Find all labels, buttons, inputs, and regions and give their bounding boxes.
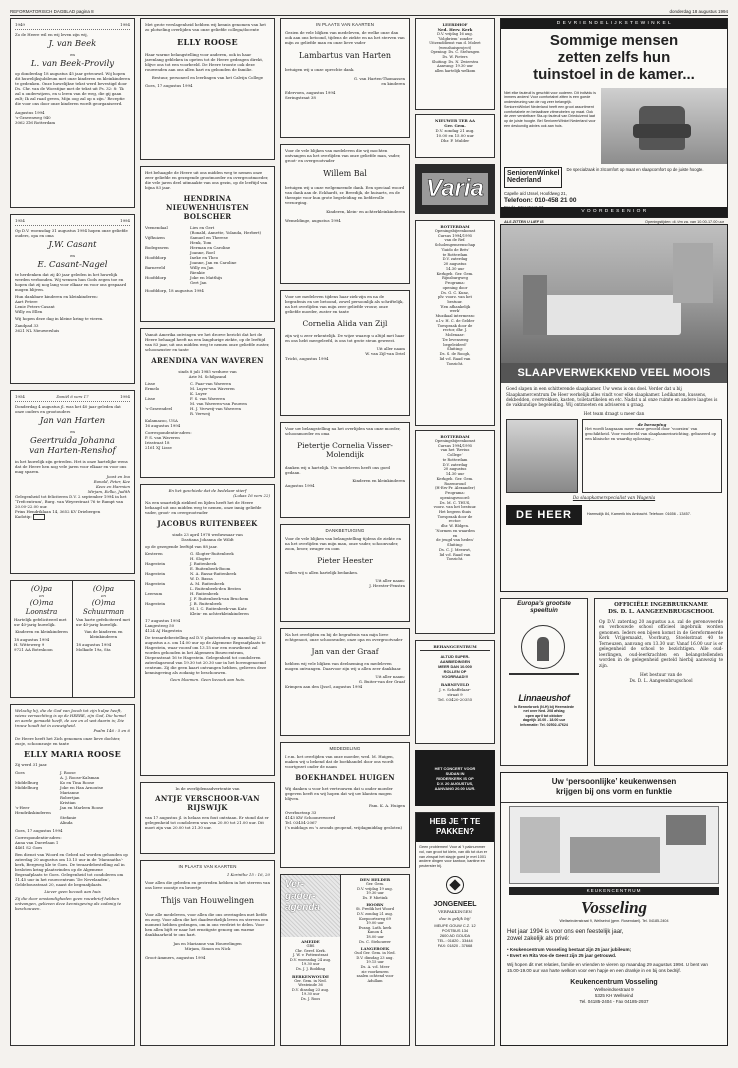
ad-van-zijl: Voor uw medeleven tijdens haar ziek-zijn en na de begrafenis en uw betoond, zowel persoonlijk als schriftelijk, na het overlijden van mijn zeer geliefde vrouw, onze geliefde moeder, zuster en tante Cornelia Alida van Zijl zijn wij u zeer erkentelijk. De wijze waarop u altijd met haar en ons hebt meegeleefd, is ons tot grote steun geweest. Uit aller naam W. van Zijl-van Driel Tricht, augustus 1994 [280,290,410,416]
column-5 [500,18,728,1048]
family-row: (Ronald, Annette, Yolanda, Herbert) [190,230,262,236]
family-row: L. Ruitenbeek-den Besten [190,586,241,592]
ad-lambartus-van-harten: IN PLAATS VAN KAARTEN Gezien de vele blijken van medeleven, de welke onze dan ook aan ons betoond, tijdens de ziekte en na het sterven van mijn zo geliefde man en onze lieve vader Lambartus van Harten betuigen wij u onze oprechte dank. G. van Harten-Thomassen en kinderen Edervoen, augustus 1994 Seringstraat 38 [280,18,410,138]
family-row: ’s-Heer Hendrikskinderen Jan en Marleen Roose [15,805,104,816]
family-row: Middelburg Joke en Han Arnoutse [15,785,104,791]
family-list [145,225,270,285]
kerk-rotterdam-revius: ROTTERDAM Openingsbijeenkomst Cursus 1994/1995 van het ‘Revius College’ te Rotterdam D.V. zaterdag 20 augustus 14.30 uur Kerkgeb. Ger. Gem. Rozenwoud (H-Ers-Pr. Alexander) Programa: openingswoord: Ds. M. C. THUS, voorz. van het bestuur. Het begeen thuis Toespraak door de rector: dhr. W. Bldgen. ‘Normen en waarden en de jeugd van heden’ Sluiting: Ds. C. J. Meeuwt, lid v.d. Raad van Toezicht. [415,430,495,634]
ad-behangcentrum: BEHANGCENTRUM ALTIJD SUPER- AANBIEDINGEN MEER DAN 10.000 ROLLEN OP VOORRAAD!!! BARNEVELD J. v. Schaffelaar- straat 9 Tel. 03420-20355 [415,640,495,744]
bedroom-photo [501,225,727,363]
ad-concert-sudan: HET CONCERT VOOR SUDAN IN RIDDERKERK IS OP D.V. 20 AUGUSTUS, AANVANG 20.00 UUR. [415,750,495,806]
chair-photo [601,88,727,164]
family-row: Leersum H. Ruitenbeek [145,591,219,597]
family-row: Hagestein N. A. Bassa-Ruitenbeek [145,571,237,577]
column-4 [415,18,495,1048]
ad-ruitenbeek: En het geschiede dat de bedelaar stierf (Lukas 16 vers 22) Na een smartelijk ziekbed en lijden heeft het de Heere behaagd uit ons midden weg te nemen, onze innig geliefde vader, groot- en overgrootvader JACOBUS RUITENBEEK sinds 23 april 1978 weduwnaar van Dastiana Johanna de Wildt op de gezegende leeftijd van 88 jaar. Kesteren G. Slogter-Ruitenbeek H. Slogter Hagestein J. Ruitenbeek E. Ruitenbeek-Boom Hagestein N. A. Bassa-Ruitenbeek W. D. Bassa Hagestein A. M. Ruitenbeek L. Ruitenbeek-den Besten Leersum H. Ruitenbeek J. F. Ruitenbeek-van Bruchem Hagestein J. B. Ruitenbeek M. I. C. Ruitenbeek-van Katz Klein- en achterkleinkinderen 17 augustus 1994 Langesteeg 50 4124 AJ Hagestein De teraardebestelling zal D.V. plaatsvinden op maandag 22 augustus a.s. om 14.00 uur op de Algemene Begraafplaats te Hagestein, waar vooraf om 13.15 uur een rouwdienst zal worden gehouden in het Algemeen Bouwcentrum, Diepenstraat 16 te Hagestein. Gelegenheid tot condoleren zaterdagavond van 19.30 tot 20.30 uur in het bovengenoemd centrum. Zij die geen kaart ontvangen hebben, gelieven deze kennisgeving als zodanig te beschouwen. Geen bloemen. Geen bezoek aan huis. [140,484,275,776]
family-row: Hoofddorp Joke en Matthijs [145,275,223,281]
family-row: R. Verweij [190,411,211,417]
ad-verschoor-correction: In de overlijdensadvertentie van ANTJE VERSCHOOR-VAN RIJSWIJK van 17 augustus jl. is helaas een fout ontstaan. Er stond dat er gelegenheid tot condoleren was van 20.00 tot 21.00 uur. Dit moet zijn van 20.00 tot 21.30 uur. [140,782,275,854]
ad-loonstra: (O)pa en (O)ma Loonstra Hartelijk gefeliciteerd met uw 40-jarig huwelijk. Kinderen en kleinkinderen 18 augustus 1994 H. Wittewerg 9 9721 AA Boteskoon [11,581,73,697]
kerk-rotterdam-guido: ROTTERDAM Openingsbijeenkomst Cursus 1994/1995 van de Ref. Scholengemeenschap ‘Guido de Brès’ te Rotterdam D.V. zaterdag 20 augustus 14.30 uur Kerkgeb. Ger. Gem. Rijnsburgweg Programa: opening door Ds. G. C. Kunz, plv. voorz. van het bestuur. ‘Een afhankelijk werk’ Muzikaal intermezzo o.l.v. H. C. de Gelder Toespraak door de rector, dhr. J. Molenaar: ‘De levensweg begeleiderd’ Sluiting: Ds. S. de Roogh, lid v.d. Raad van Toezicht. [415,220,495,426]
playground-illustration [503,617,585,691]
family-row: H. Slogter [190,556,211,562]
family-row: W. D. Bassa [190,576,213,582]
ad-elly-roose-family: Welzalig hij, die de God van Jacob tot zijn hulpe heeft, wiens verwachting is op de HEERE, zijn God, Die hemel en aarde gemaakt heeft, de zee en al wat daarin is; Die trouw houdt tot in eeuwigheid. Psalm 146 : 5 en 6 De Heere heeft het Zich genomen onze lieve dochter, zusje, schoonzusje en tante ELLY MARIA ROOSE Zij werd 31 jaar. Goes J. Roose A. J. Roose-Kalsman Middelburg Ko en Tina Roose Middelburg Joke en Han Arnoutse Marianne Robertjan Kristian ’s-Heer Hendrikskinderen Jan en Marleen Roose Stefanie Alinda Goes, 17 augustus 1994 Correspondentie-adres: Anna van Duerrlaan 1 4461 S2 Goes Ben dienst van Woord en Gebed zal worden gehouden op zaterdag 20 augustus om 13.15 uur in de ‘Maranatha’-kerk, Bergweg kle te Goes. De teraardebestelling zal in besloten kring plaatsvinden op de Algemene Begraafplaats te Goes. Gelegenheid tot condoleren om 11.45 uur in het rouwcentrum ‘De Nevelanden’, Geldebousstraat 20, naast de begraafplaats. Liever geen bezoek aan huis Zij die door omstandigheden geen rouwbrief hebben ontvangen, gelieven deze kennisgeving als zodanig te beschouwen. [10,704,135,1046]
family-row: Kesteren G. Slogter-Ruitenbeek [145,551,234,557]
column-3 [280,18,410,1048]
family-list [15,770,130,825]
family-row: Ermelo M. Luyer-van Waveren [145,386,235,392]
ad-aangeenbrugschool: OFFICIËLE INGEBRUIKNAME DS. D. L. AANGEENBRUGSCHOOL Op D.V. zaterdag 20 augustus a.s. zal de gerenoveerde en verbouwde school officieel ingebruik worden genomen. Ieders een bijeen komst in de Gereformeerde Kerk Vrijgemaakt, Voorburg, Stoelsstraat 40 te Terneuzen, aanvang om 13.30 uur. Vanaf 16.00 uur is er gelegenheid de school te bezichtigen. Alle oud-leerlingen, oud-leerkrachten en belangstellenden worden in de gelegenheid gesteld hierbij aanwezig te zijn. Het bestuur van de Ds. D. L. Aangeenbrugschool [594,598,728,766]
ad-keukencentrum-vosseling: Uw ‘persoonlijke’ keukenwensen krijgen bij ons vorm en funktie KEUKENCENTRUM Vosseling Wellseindenstraat 9, Wellseind (gem. Rosendael). Tel. 04185-2404 Het jaar 1994 is voor ons een feestelijk jaar, zowel zakelijk als privé: • Keukencentrum Vosseling bestaat zijn 25 jaar jubileum; • Evert en Rita Vos-de Geest zijn 25 jaar getrouwd. Wij hopen dit met relaties, familie en vrienden te vieren op maandag 29 augustus 1994. U bent van 15.00-19.00 uur van harte welkom voor een hapje en een drankje in en bij ons bedrijf. Keukencentrum Vosseling Wellseindsestraat 9 5325 KH Wellseind Tel. 04185-2404 - Fax 04185-2937 [500,772,728,1046]
ad-nieuwenhuis: Het behaagde de Heere uit ons midden weg te nemen onze zeer geliefde en gezegende grootmoeder en overgrootmoeder, die vele jaren deel uitmaakte van ons gezin, op de leeftijd van bijna 83 jaar. HENDRINA NIEUWENHUISTEN BOLSCHER Veenendaal Lies en Gert (Ronald, Annette, Yolanda, Herbert) Vijfhuizen Samuel en Therese Henk, Tom Bodegraven Herman en Caroline Joanne, Roel Hoofddorp Ineke en Theo Joanne, Jan en Caroline Barneveld Willy en Jan Rienkie Hoofddorp Joke en Matthijs Gert Jan Hoofddorp, 18 augustus 1994 [140,166,275,322]
family-row: Vijfhuizen Samuel en Therese [145,235,228,241]
kitchen-illustration [509,806,719,884]
family-row: M. van Waveren-van Pouwen [190,401,247,407]
varia-header [415,164,495,214]
family-row: E. Ruitenbeek-Boom [190,566,231,572]
ad-linnaeushof: Europa’s grootste speeltuin Linnaeushof In Bennebroek (N-H) bij Heemstede net over Ned. 208 afslag open april tot oktober dagelijk 10.00 - 18.00 uur Informatie: Tel. 02502-47624 [500,598,588,766]
header-left: REFORMATORISCH DAGBLAD pagina 8 [10,9,94,14]
family-row: Rienkie [190,270,205,276]
family-row: Bodegraven Herman en Caroline [145,245,231,251]
ad-van-houwelingen: IN PLAATS VAN KAARTEN 1 Korinthe 15 : 16, 20 Voor allen die gebeden en gestreden hebben in het sterven van ons lieve zoontje en broertje Thijs van Houwelingen Voor alle medeleven, voor allen die ons overingden met liefde en zorg. Voor allen die het daadwerkelijk leven en sterven een moment hebben gedragen, om in ons verdriet te delen. Voor hen allen bijft er naar het ernstigste genoeg om warme dankbaarheid te ons hart. Jan en Marianne van Houwelingen Mirjam, Simon en Nick Groot-Ammers, augustus 1994 [140,860,275,1046]
ad-jongeneel: HEB JE ’T TE PAKKEN? Geen problemen! Voor al ’t paknummer vol, van groot tot klein, van dik tot dun er van zinspat het stapje goed je met 1001 andere dingen voor kantoor, kantine en peuterster bij. JONGENEEL VERPAKKINGEN doe is gelijk bij! MEUPE GOUW C.Z. 12 POSTBUS 134 2600 AD GOUDA TEL.: 01820 - 33444 FAX: 01820 - 37668 [415,812,495,1046]
family-row: A. J. Roose-Kalsman [60,775,100,781]
family-row: M. I. C. Ruitenbeek-van Katz [190,606,247,612]
ad-schuurman: (O)pa en (O)ma Schuurman Van harte gefeliciteerd met uw 40-jarig huwelijk. Van de kinderen en kleinkinderen 18 augustus 1994 Molkade 19a, Sta [76,584,131,652]
ad-pieter-heester: DANKBETUIGING Voor de vele blijken van belangstelling tijdens de ziekte en na het overlijden van mijn man, onze vader, schoonvader, zoon, broer, zwager en oom Pieter Heester willen wij u allen hartelijk bedanken. Uit aller naam: J. Heester-Fenstra [280,524,410,622]
family-row: ’s-Gravendeel H. J. Verweij-van Waveren [145,406,242,412]
family-row: Robertjan [60,795,80,801]
kerk-nieuwer-ter-aa: NIEUWER TER AA Ger. Gem. D.V. zondag 21 aug. 10.00 en 15.00 uur Dhr. P. Mulder [415,114,495,158]
ad-van-waveren: Vanuit Amerika ontvingen we het droeve bericht dat het de Heere behaagd heeft na een langdurige ziekte, op de leeftijd van 83 jaar, uit ons midden weg te nemen onze geliefde zuster, schoonzuster en tante ARENDINA VAN WAVEREN sinds 8 juli 1985 weduwe van Arie M. Schilpzand Lisse C. Paar-van Waveren Ermelo M. Luyer-van Waveren K. Luyer Lisse F. S. van Waveren M. van Waveren-van Pouwen ’s-Gravendeel H. J. Verweij-van Waveren R. Verweij Kalamazoo, USA 16 augustus 1994 Correspondentie-adres: P. S. van Waveren Irisstraat 18 2161 XJ Lisse [140,328,275,478]
vosseling-logo: Vosseling [580,897,648,917]
linnaeushof-logo: Linnaeushof [518,692,570,703]
family-row: Henk, Tom [190,240,212,246]
family-row: K. Luyer [190,391,207,397]
seniorenwinkel-logo: SeniorenWinkel Nederland [504,167,562,188]
ad-van-harten: 1954 Daniël 6 vers 17 1994 Donderdag 4 augustus jl. was het 40 jaar geleden dat onze ouders en grootouders Jan van Harten en Geertruida Johanna van Harten-Renshof in het huwelijk zijn getreden. Het is onze hartelijke wens dat de Heere hen nog vele jaren voor elkaar en voor ons mag sparen. Joost en Ina Ronald, Peter, Kee Kees en Harmien Mirjam, Eelko, Judith Gelegenheid tot feliciteren D.V. 2 september 1994 in het ‘Trefcentrum’, Burg. van Weyerstraat 76 te Rumpt van 20.00-22.00 uur. Prins Hendriklaan 14, 3652 KV Driebergen Kadotip: [10,390,135,574]
ad-willem-bal: Voor de vele blijken van medeleven die wij mochten ontvangen na het overlijden van onze geliefde man, vader, groot- en overgrootvader Willem Bal betuigen wij u onze welgemeende dank. Een speciaal woord van dank aan dr. Eckhardt, zr. Breedijk, de huisarts, en de therapie voor hun grote begeleiding en liefdevolle verzorging. Kinderen, klein- en achterkleinkinderen Wemeldinge, augustus 1994 [280,144,410,284]
varia-logo: Varia [422,173,488,204]
kadotip: Kadotip: [15,514,130,520]
page-header [10,6,728,16]
ad-casant: 1954 1994 Op D.V. woensdag 31 augustus 1994 hopen onze geliefde ouders, opa en oma J.W. Casant en E. Casant-Nagel te herdenken dat zij 40 jaar geleden in het huwelijk werden verbonden. Wij wensen hun Gods zegen toe en hopen dat zij nog lang voor elkaar en voor ons gespaard mogen blijven. Hun dankbare kinderen en kleinkinderen: Aart Petere Lenie Peters-Casant Willy en Ellen Wij hopen deze dag in kleine kring te vieren. Zandpad 33 3621 NL Nieuwersluis [10,214,135,384]
family-row: Hoofddorp Ineke en Theo [145,255,219,261]
ad-boekhandel-huigen: MEDEDELING I.v.m. het overlijden van onze moeder, wed. M. Huigen, maken wij u bekend dat de boekhandel door ons wordt voortgezet onder de naam BOEKHANDEL HUIGEN Wij danken u voor het vertrouwen dat u onder moeder gegeven heeft en wij hopen dat wij uw klanten mogen blijven. Fam. K. A. Huigen Overbuetrap 33 4143 KW Schoonrewoerd Tel. 03454-2067 (’s middags en ’s avonds geopend, vrijdagmiddag gesloten) [280,742,410,868]
ad-van-beek: 1949 1994 Zo de Heere wil en wij leven zijn wij, J. van Beek en L. van Beek-Provily op donderdag 18 augustus 45 jaar getrouwd. Wij hopen dit huwelijksjubileum met onze kinderen en kleinkinderen te gedenken. Onze huwelijkse tekst werd bevestigd door Ds. Chr. van de Woestijne met de tekst uit Ps. 32: 8: ‘Ik zal u onderwijzen, en u leren van de weg, die gij gaan zult; Ik zal raad geven, Mijn oog zal op u zijn.’ Receptie die voor ons door onze kinderen wordt georganiseerd. Augustus 1994 ’s-Gravenweg 940 3062 ZM Rotterdam [10,18,135,208]
family-row: Hagestein J. Ruitenbeek [145,561,217,567]
family-list [145,551,270,616]
family-list [145,381,270,416]
family-row: Goes J. Roose [15,770,76,776]
ad-van-der-graaf: Na het overlijden en bij de begrafenis van mijn lieve echtgenoot, onze schoonvader, onze opa en overgrootvader Jan van der Graaf hebben wij vele blijken van deelneming en medeleven mogen ontvangen. Daarvoor zijn wij u allen zeer dankbaar. Uit aller naam: G. Buiter-van der Graaf Krimpen aan den IJssel, augustus 1994 [280,628,410,736]
family-row: Gert Jan [190,280,207,286]
family-row: Veenendaal Lies en Gert [145,225,215,231]
ad-opa-oma-pair [10,580,135,698]
family-row: Kristian [60,800,76,806]
gift-card-icon [33,514,45,520]
family-row: Joanne, Roel [190,250,215,256]
kerk-leerdhof: LEERDHOF Ned. Herv. Kerk D.V. vrijdag 16 aug. ‘Volgbriem’ zonder Uitzenddienst van d. Moleet (wenshuisproject) Opening: Ds. C. Stelwagen Ds. W. Pieters Sluiting: Ds. N. Zwierstra Aanvang: 19.30 uur allen hartelijk welkom [415,18,495,110]
ad-visser-molendijk: Voor uw belangstelling na het overlijden van onze moeder, schoonmoeder en oma Pietertje Cornelia Visser-Molendijk danken wij u hartelijk. Uw medeleven heeft ons goed gedaan. Kinderen en kleinkinderen Augustus 1994 [280,422,410,518]
family-row: Middelburg Ko en Tina Roose [15,780,95,786]
de-heer-logo: DE HEER [506,505,582,525]
family-row: Hagestein J. B. Ruitenbeek [145,601,222,607]
family-row: Alinda [60,820,73,826]
jongeneel-logo-icon [440,874,470,898]
family-row: Barneveld Willy en Jan [145,265,214,271]
family-row: Joanne, Jan en Caroline [190,260,237,266]
ad-seniorenwinkel: D E V R I E N D E L I J K S T E W I N K E L Sommige mensen zetten zelfs hun tuinstoel in de kamer... Niet elke fauteuil is geschikt voor ouderen. Dit individu is immers anders! Voor comfortabel zitten is een goede ondersteuning van de rug zeer belangrijk. SeniorenWinkel Nederland heeft een groot assortiment comfortabele en betaalbare zitmeubelen op maat. Ook de zeer verstelbare Sta-op fauteuil van Drieduizend laat op de juiste hoogte. Bel SeniorenWinkel Nederland voor een deskundig advies ook aan huis. SeniorenWinkel Nederland De specialzaak in zitcomfort op maat en slaapcomfort op de juiste hoogte. Capelle a/d IJssel, Hoofdweg 21, Telefoon: 010-458 21 00 ALS ZITTEN U LIEF IS Openingstijden: di. t/m za. van 10.00-17.00 uur V O O R D E S E N I O R [500,18,728,218]
agenda-title-block: Ver- gader- agenda [281,875,340,937]
showroom-photo [506,419,578,493]
header-right: donderdag 18 augustus 1994 [669,9,728,14]
family-row: J. F. Ruitenbeek-van Bruchem [190,596,249,602]
vergader-agenda: Ver- gader- agenda AMEIDE GBS Chr. Geref. Kerk. J. W. v. Pottenstraat D.V. woensdag 24 aug. 19.30 uur Ds. J. J. Bodding BERKENWOUDE Ger. Gem. in Ned. Westeinde 36 D.V. dinsdag 23 aug. 19.30 uur Ds. J. Roos DEN HELDER Ger. Gem. D.V. vrijdag 19 aug. 19.30 uur Ds. P. Mietink HOORN St. Predik het Woord D.V. zondag 21 aug. Koepoortsweg 69 19.00 uur Evang. Luth. kerk Kanon 4 18.00 uur Ds. C. Stehouwer LANGEROEK Oud Ger. Gem. in Ned. D.V. dinsdag 23 aug. 19.15 uur Ds. A. v.d. Meer zie voorkeuren zaalen ochtend voor Adullam [280,874,410,1046]
column-2 [140,18,275,1048]
family-row: Klein- en achterkleinkinderen [190,611,249,617]
ad-slaapkamer-de-heer: SLAAPVERWEKKEND VEEL MOOIS Goed slapen in een schitterende slaapkamer. Uw wens is ons doel. Verder dat u bij Slaapkamercentrum De Heer werkelijk alles vindt voor elke slaapkamer. Ledikanten, kussens, dekbedden, overtrekken, kasten, toiletartikelen en etc. Nadat u al onze ruimte en andere laagtes is de vakkundige begeleiding. Wij ontmoeten en adviseren u graag. Het team draagt u meer dan de beroeping Het wordt langzaam meer waar gevoeld door ‘voorzien’ van geschiktheid. Voor voorbeeld van slaapkamerinrichting, gebaseerd op een klinische en waardig oplossing... Da slaapkamerspecialist van Wagenla DE HEER Harmsdijk 84, Kamerik bis Ambacht. Telefoon: 01656 - 13457. [500,224,728,592]
ad-elly-roose-school: Met grote verslagenheid hebben wij kennis genomen van het zo plotseling overlijden van onze geliefde collega/docente ELLY ROOSE Haar warme belangstelling voor anderen, ook in haar jarenlang gebleken in opeten tot de Heere gedragen direkt, blijve ons tot een voorbeeld. De Heere trooste ook deze rouwenden aan ons allen hart en gebonden de familie. Bestuur, personeel en leerlingen van het Calvijn College Goes, 17 augustus 1994 [140,18,275,160]
family-row: Marianne [60,790,80,796]
family-row: Lisse F. S. van Waveren [145,396,225,402]
column-1 [10,18,135,1048]
family-row: Lisse C. Paar-van Waveren [145,381,231,387]
family-row: Stefanie [60,815,77,821]
family-row: Hagestein A. M. Ruitenbeek [145,581,225,587]
